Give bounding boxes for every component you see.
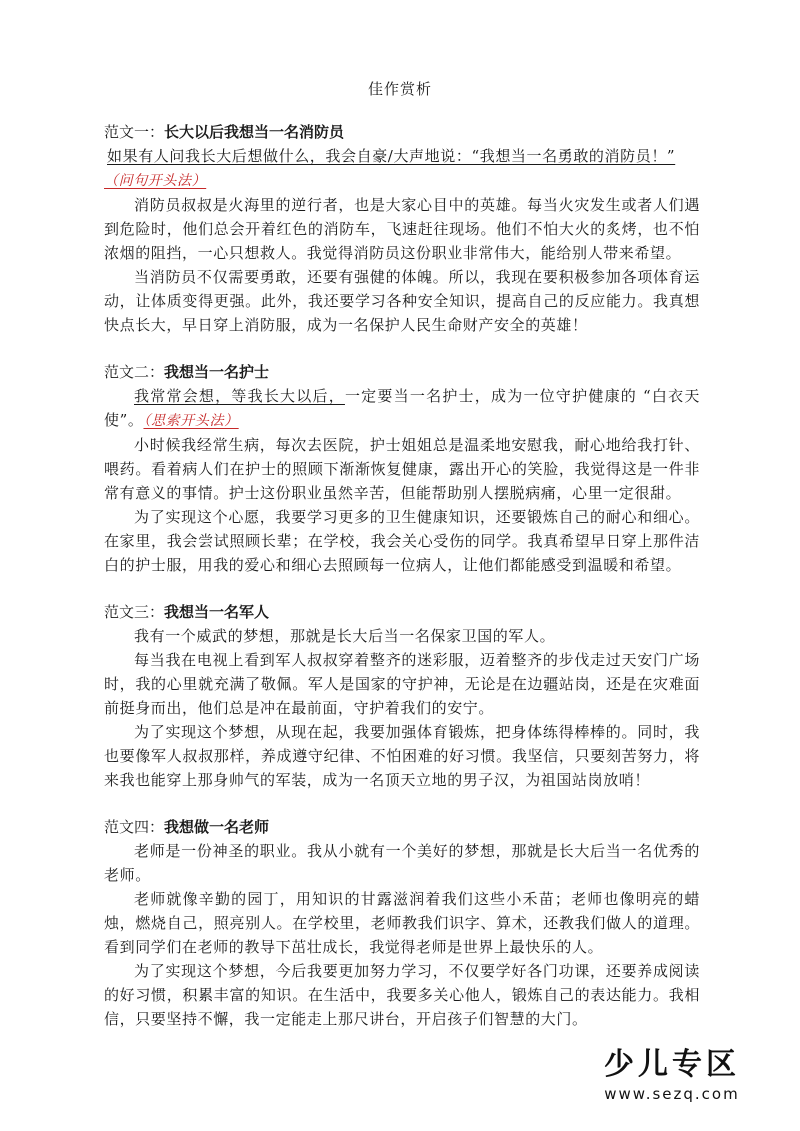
essay-list	[104, 120, 700, 1054]
essay-paragraph: 为了实现这个梦想，今后我要更加努力学习，不仅要学好各门功课，还要养成阅读的好习惯，积累丰富的知识。在生活中，我要多关心他人，锻炼自己的表达能力。我相信，只要坚持不懈，我一定能走上那尺讲台，开启孩子们智慧的大门。	[104, 962, 700, 1028]
opening-sentence: 我常常会想，等我长大以后，	[134, 387, 345, 405]
essay-label: 范文二：	[104, 363, 165, 381]
essay-name: 我想当一名护士	[164, 363, 270, 381]
watermark-url: www.sezq.com	[604, 1085, 740, 1103]
method-annotation: （思索开头法）	[143, 413, 239, 429]
watermark-logo: 少儿专区	[604, 1047, 740, 1082]
opening-rest: 一定要当一名护士，成为一位守护健康的 “白衣天使”。	[104, 387, 700, 429]
method-annotation: （问句开头法）	[104, 173, 207, 189]
essay-paragraph: 小时候我经常生病，每次去医院，护士姐姐总是温柔地安慰我，耐心地给我打针、喂药。看着病人们在护士的照顾下渐渐恢复健康，露出开心的笑脸，我觉得这是一件非常有意义的事情。护士这份职业虽然辛苦，但能帮助别人摆脱病痛，心里一定很甜。	[104, 436, 700, 502]
essay-label: 范文三：	[104, 603, 165, 621]
essay-title	[104, 600, 700, 624]
essay-3	[104, 600, 700, 792]
essay-title	[104, 815, 700, 839]
essay-paragraph: 当消防员不仅需要勇敢，还要有强健的体魄。所以，我现在要积极参加各项体育运动，让体质变得更强。此外，我还要学习各种安全知识，提高自己的反应能力。我真想快点长大，早日穿上消防服，成为一名保护人民生命财产安全的英雄！	[104, 268, 700, 334]
essay-2	[104, 360, 700, 577]
essay-name: 我想当一名军人	[164, 603, 270, 621]
essay-paragraph: 老师就像辛勤的园丁，用知识的甘露滋润着我们这些小禾苗；老师也像明亮的蜡烛，燃烧自己，照亮别人。在学校里，老师教我们识字、算术，还教我们做人的道理。看到同学们在老师的教导下茁壮成长，我觉得老师是世界上最快乐的人。	[104, 890, 700, 956]
essay-paragraph: 每当我在电视上看到军人叔叔穿着整齐的迷彩服，迈着整齐的步伐走过天安门广场时，我的心里就充满了敬佩。军人是国家的守护神，无论是在边疆站岗，还是在灾难面前挺身而出，他们总是冲在最前面，守护着我们的安宁。	[104, 651, 700, 717]
essay-paragraph: 我有一个威武的梦想，那就是长大后当一名保家卫国的军人。	[134, 627, 556, 645]
page-title: 佳作赏析	[367, 80, 432, 98]
essay-title	[104, 120, 700, 144]
essay-name: 我想做一名老师	[164, 818, 270, 836]
essay-4	[104, 815, 700, 1031]
essay-title	[104, 360, 700, 384]
essay-paragraph	[104, 384, 700, 433]
essay-paragraph	[104, 144, 700, 193]
essay-paragraph: 老师是一份神圣的职业。我从小就有一个美好的梦想，那就是长大后当一名优秀的老师。	[104, 842, 700, 884]
opening-sentence: 如果有人问我长大后想做什么，我会自豪/大声地说：“我想当一名勇敢的消防员！”	[107, 147, 676, 165]
essay-paragraph: 消防员叔叔是火海里的逆行者，也是大家心目中的英雄。每当火灾发生或者人们遇到危险时，他们总会开着红色的消防车，飞速赶往现场。他们不怕大火的炙烤，也不怕浓烟的阻挡，一心只想救人。我觉得消防员这份职业非常伟大，能给别人带来希望。	[104, 196, 700, 262]
essay-1	[104, 120, 700, 337]
essay-name: 长大以后我想当一名消防员	[164, 123, 345, 141]
essay-label: 范文四：	[104, 818, 165, 836]
essay-paragraph: 为了实现这个心愿，我要学习更多的卫生健康知识，还要锻炼自己的耐心和细心。在家里，我会尝试照顾长辈；在学校，我会关心受伤的同学。我真希望早日穿上那件洁白的护士服，用我的爱心和细心去照顾每一位病人，让他们都能感受到温暖和希望。	[104, 508, 700, 574]
watermark	[562, 1039, 782, 1103]
essay-paragraph: 为了实现这个梦想，从现在起，我要加强体育锻炼，把身体练得棒棒的。同时，我也要像军人叔叔那样，养成遵守纪律、不怕困难的好习惯。我坚信，只要刻苦努力，将来我也能穿上那身帅气的军装，成为一名顶天立地的男子汉，为祖国站岗放哨！	[104, 723, 700, 789]
essay-label: 范文一：	[104, 123, 165, 141]
